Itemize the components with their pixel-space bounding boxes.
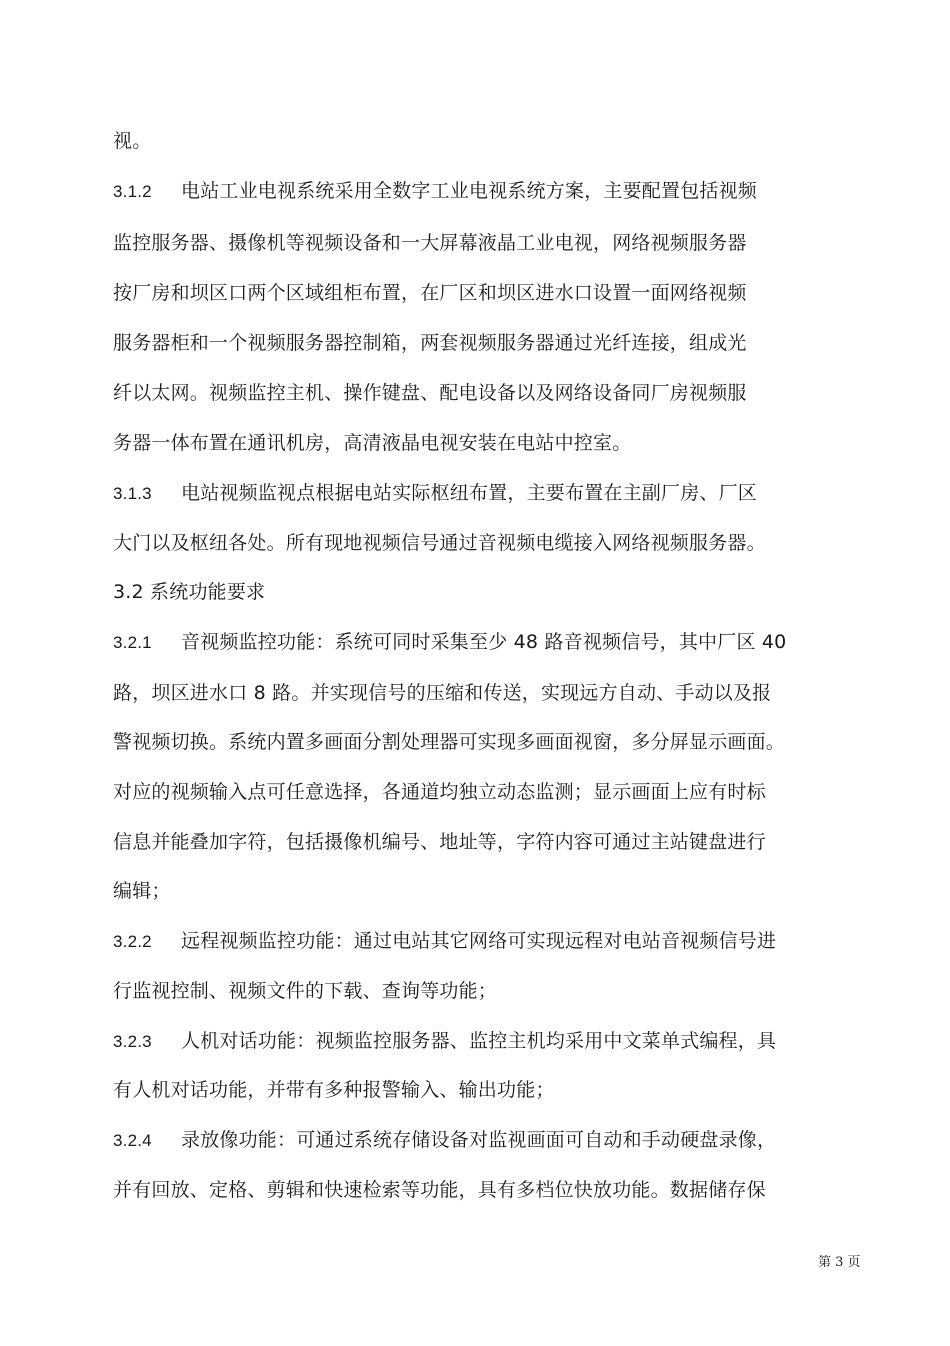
body-line [113,381,747,405]
body-line [113,929,776,954]
line-text: 音视频监控功能：系统可同时采集至少 48 路音视频信号，其中厂区 40 [181,631,787,653]
line-text: 务器一体布置在通讯机房，高清液晶电视安装在电站中控室。 [113,432,632,454]
section-number: 3.2.4 [113,1131,152,1150]
line-text: 行监视控制、视频文件的下载、查询等功能； [113,980,498,1002]
line-text: 服务器柜和一个视频服务器控制箱，两套视频服务器通过光纤连接，组成光 [113,332,747,354]
line-text: 录放像功能：可通过系统存储设备对监视画面可自动和手动硬盘录像， [181,1129,777,1151]
line-text: 警视频切换。系统内置多画面分割处理器可实现多画面视窗，多分屏显示画面。 [113,731,786,753]
line-text: 并有回放、定格、剪辑和快速检索等功能，具有多档位快放功能。数据储存保 [113,1179,766,1201]
section-number: 3.2.2 [113,932,152,951]
line-text: 路，坝区进水口 8 路。并实现信号的压缩和传送，实现远方自动、手动以及报 [113,682,772,704]
body-line [113,481,757,506]
body-line [113,830,766,854]
body-line [113,1029,776,1054]
line-text: 纤以太网。视频监控主机、操作键盘、配电设备以及网络设备同厂房视频服 [113,382,747,404]
body-line [113,630,786,655]
body-line [113,1128,776,1153]
section-number: 3.1.2 [113,182,152,201]
line-text: 有人机对话功能，并带有多种报警输入、输出功能； [113,1079,555,1101]
line-text: 监控服务器、摄像机等视频设备和一大屏幕液晶工业电视，网络视频服务器 [113,232,747,254]
body-line [113,281,747,305]
body-line [113,231,747,255]
line-text: 视。 [113,130,152,152]
body-line [113,531,766,555]
body-line [113,979,497,1003]
section-heading [113,580,265,604]
body-line [113,879,171,903]
body-line [113,681,771,705]
body-line [113,1178,766,1202]
body-line [113,730,785,754]
section-number: 3.1.3 [113,484,152,503]
line-text: 远程视频监控功能：通过电站其它网络可实现远程对电站音视频信号进 [181,930,777,952]
line-text: 对应的视频输入点可任意选择，各通道均独立动态监测；显示画面上应有时标 [113,781,766,803]
heading-text: 3.2 系统功能要求 [113,581,266,603]
body-line [113,179,757,204]
body-line [113,780,766,804]
line-text: 编辑； [113,880,171,902]
line-text: 信息并能叠加字符，包括摄像机编号、地址等，字符内容可通过主站键盘进行 [113,831,766,853]
line-text: 按厂房和坝区口两个区域组柜布置，在厂区和坝区进水口设置一面网络视频 [113,282,747,304]
section-number: 3.2.3 [113,1032,152,1051]
section-number: 3.2.1 [113,633,152,652]
line-text: 大门以及枢纽各处。所有现地视频信号通过音视频电缆接入网络视频服务器。 [113,532,766,554]
line-text: 人机对话功能：视频监控服务器、监控主机均采用中文菜单式编程，具 [181,1030,777,1052]
body-line [113,331,747,355]
line-text: 电站视频监视点根据电站实际枢纽布置，主要布置在主副厂房、厂区 [181,482,758,504]
body-line [113,129,151,153]
body-line [113,1078,555,1102]
body-line [113,431,631,455]
line-text: 电站工业电视系统采用全数字工业电视系统方案，主要配置包括视频 [181,180,758,202]
page-number: 第 3 页 [818,1255,861,1270]
